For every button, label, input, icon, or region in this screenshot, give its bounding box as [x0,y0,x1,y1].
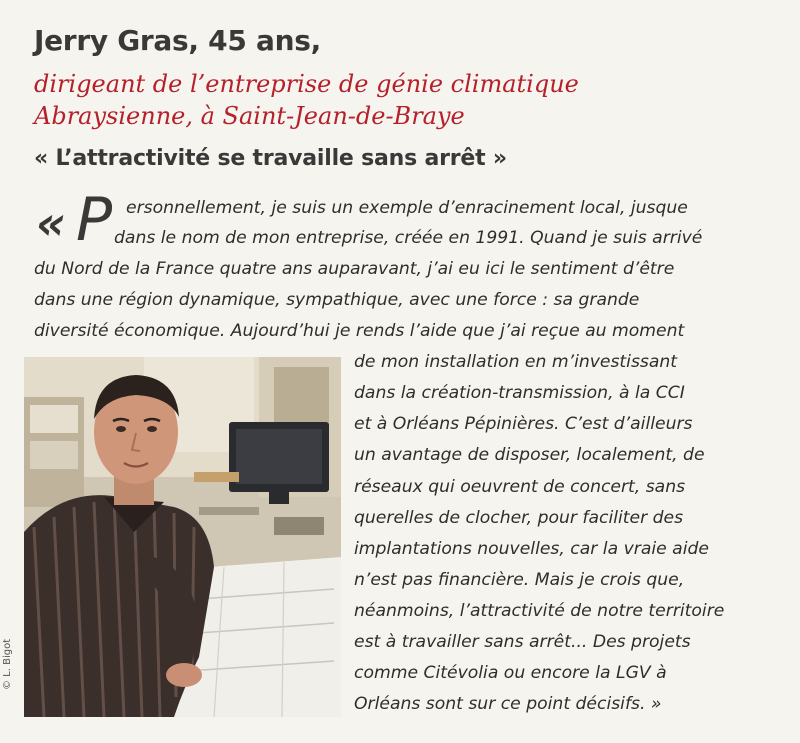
opening-quote-mark: « [36,196,66,250]
quote-line: comme Citévolia ou encore la LGV à [354,663,667,683]
quote-line: diversité économique. Aujourd’hui je rends l’aide que j’ai reçue au moment [34,321,685,341]
quote-line: implantations nouvelles, car la vraie aide [354,539,709,559]
quote-line: du Nord de la France quatre ans auparavant, j’ai eu ici le sentiment d’être [34,259,675,279]
quote-line: dans une région dynamique, sympathique, avec une force : sa grande [34,290,640,310]
role-line-1: dirigeant de l’entreprise de génie climatique [34,70,579,98]
quote-line: Orléans sont sur ce point décisifs. » [354,694,662,714]
quote-line: ersonnellement, je suis un exemple d’enracinement local, jusque [126,198,688,218]
quote-line: querelles de clocher, pour faciliter des [354,508,684,528]
quote-line: néanmoins, l’attractivité de notre territoire [354,601,725,621]
portrait-illustration [24,357,341,717]
quote-line: de mon installation en m’investissant [354,352,678,372]
quote-line: réseaux qui oeuvrent de concert, sans [354,477,686,497]
portrait-photo [24,357,341,717]
dropcap-letter: P [76,185,113,255]
quote-line: n’est pas financière. Mais je crois que, [354,570,685,590]
person-role [34,68,579,132]
quote-line: dans le nom de mon entreprise, créée en 1991. Quand je suis arrivé [114,228,703,248]
quote-line: dans la création-transmission, à la CCI [354,383,685,403]
quote-line: un avantage de disposer, localement, de [354,445,705,465]
quote-headline: « L’attractivité se travaille sans arrêt » [34,146,507,171]
role-line-2: Abraysienne, à Saint-Jean-de-Braye [34,102,465,130]
quote-line: et à Orléans Pépinières. C’est d’ailleurs [354,414,693,434]
person-name: Jerry Gras, 45 ans, [34,24,321,57]
quote-line: est à travailler sans arrêt... Des projets [354,632,691,652]
photo-credit: © L. Bigot [2,638,13,690]
